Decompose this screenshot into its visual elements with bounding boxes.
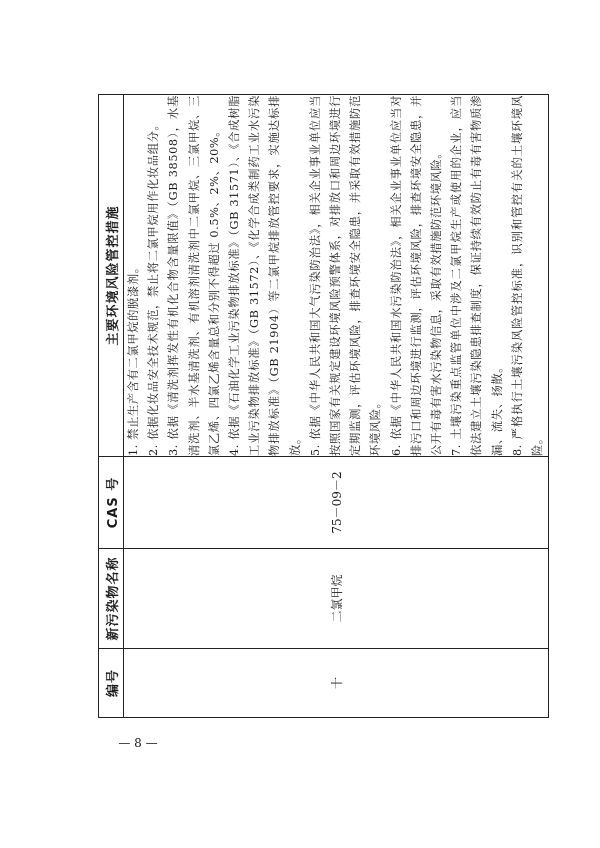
header-pollutant-name: 新污染物名称 <box>99 549 124 649</box>
measure-item-1: 1. 禁止生产含有二氯甲烷的脱漆剂。 <box>127 261 140 456</box>
measure-item-3: 3. 依据《清洗剂挥发性有机化合物含量限值》（GB 38508），水基清洗剂、半水基清洗剂、有机溶剂清洗剂中二氯甲烷、三氯甲烷、三氯乙烯、四氯乙烯含量总和分别不得超过 0.5%、2%、20%。 <box>167 95 221 456</box>
row-pollutant-name: 二氯甲烷 <box>124 549 549 649</box>
header-measures: 主要环境风险管控措施 <box>99 95 124 457</box>
measure-item-7: 7. 土壤污染重点监管单位中涉及二氯甲烷生产或使用的企业，应当依法建立土壤污染隐患排查制度，保证持续有效防止有毒有害物质渗漏、流失、扬散。 <box>450 95 504 456</box>
measure-item-4: 4. 依据《石油化学工业污染物排放标准》（GB 31571）、《合成树脂工业污染物排放标准》（GB 31572）、《化学合成类制药工业水污染物排放标准》（GB 21904）等二氯甲烷排放管控要求，实施达标排放。 <box>228 95 302 456</box>
table-container <box>98 95 545 718</box>
table-header-row <box>99 95 124 718</box>
header-cas: CAS 号 <box>99 457 124 549</box>
row-measures <box>124 95 549 457</box>
measure-item-6: 6. 依据《中华人民共和国水污染防治法》，相关企业事业单位应当对排污口和周边环境进行监测，评估环境风险，排查环境安全隐患，并公开有毒有害水污染物信息，采取有效措施防范环境风险。 <box>389 95 444 456</box>
page-number: — 8 — <box>118 736 158 750</box>
header-number: 编号 <box>99 649 124 718</box>
pollutant-control-table <box>98 94 549 718</box>
measure-item-8: 8. 严格执行土壤污染风险管控标准，识别和管控有关的土壤环境风险。 <box>510 95 545 456</box>
row-number: 十 <box>124 649 549 718</box>
row-cas-number: 75－09－2 <box>124 457 549 549</box>
measure-item-2: 2. 依据化妆品安全技术规范，禁止将二氯甲烷用作化妆品组分。 <box>147 118 161 456</box>
table-row <box>124 95 549 718</box>
measure-item-5: 5. 依据《中华人民共和国大气污染防治法》，相关企业事业单位应当按照国家有关规定建设环境风险预警体系，对排放口和周边环境进行定期监测，评估环境风险，排查环境安全隐患，并采取有效措施防范环境风险。 <box>308 95 383 456</box>
